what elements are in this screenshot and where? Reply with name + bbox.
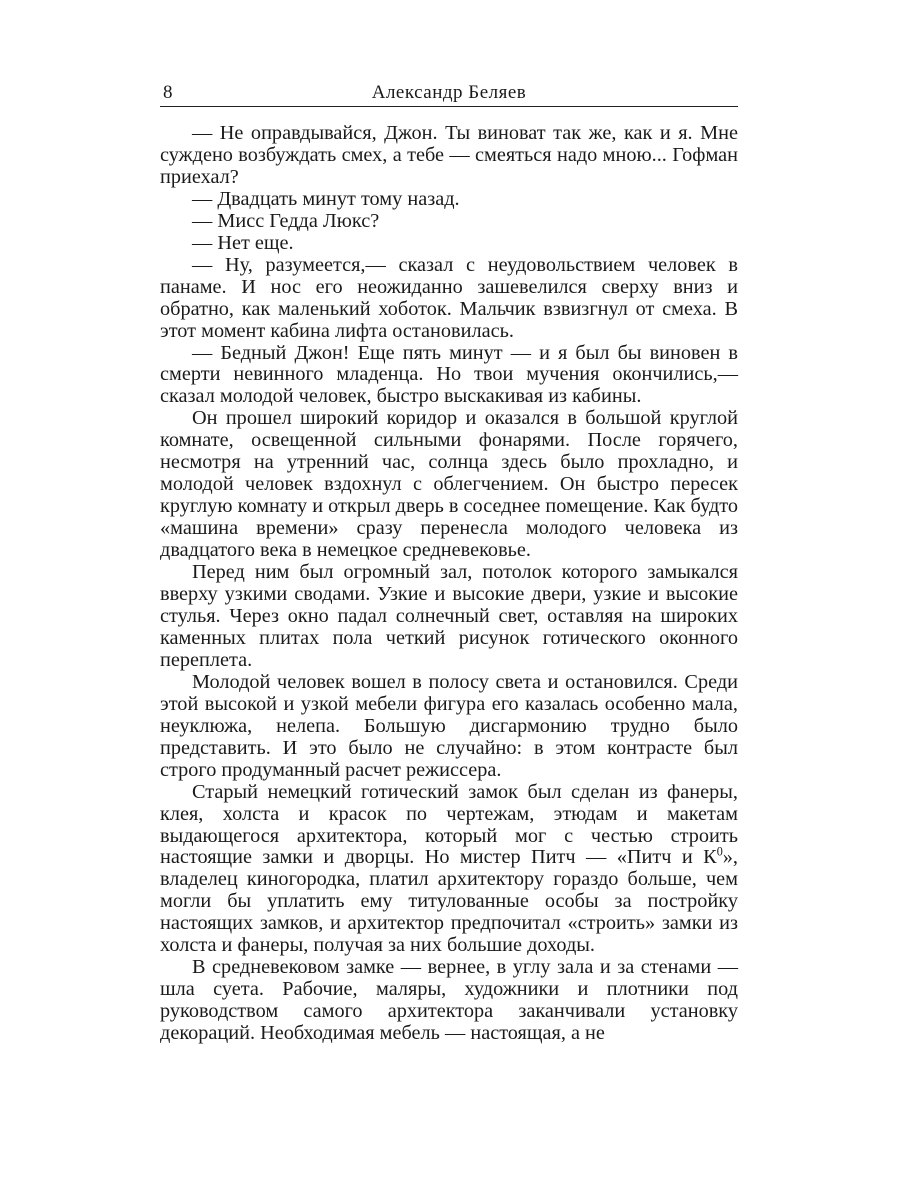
paragraph: Перед ним был огромный зал, потолок которого замыкался вверху узкими сводами. Узкие и высокие двери, узкие и высокие стулья. Через окно падал солнечный свет, оставляя на широких каменных плитах пола четкий рисунок готического оконного переплета. bbox=[160, 561, 738, 671]
running-head-author: Александр Беляев bbox=[371, 82, 527, 103]
paragraph-text: Старый немецкий готический замок был сделан из фанеры, клея, холста и красок по чертежам, этюдам и макетам выдающегося архитектора, который мог с честью строить настоящие замки и дворцы. Но мистер Питч — «Питч и К bbox=[160, 780, 738, 869]
paragraph: Молодой человек вошел в полосу света и остановился. Среди этой высокой и узкой мебели фигура его казалась особенно мала, неуклюжа, нелепа. Большую дисгармонию трудно было представить. И это было не случайно: в этом контрасте был строго продуманный расчет режиссера. bbox=[160, 670, 738, 781]
paragraph: В средневековом замке — вернее, в углу зала и за стенами — шла суета. Рабочие, маляры, художники и плотники под руководством самого архитектора заканчивали установку декораций. Необходимая мебель — настоящая, а не bbox=[160, 956, 738, 1045]
body-text bbox=[160, 123, 738, 1045]
page-number: 8 bbox=[163, 82, 173, 103]
paragraph-text: », владелец киногородка, платил архитектору гораздо больше, чем могли бы уплатить ему титулованные особы за постройку настоящих замков, и архитектор предпочитал «строить» замки из холста и фанеры, получая за них большие доходы. bbox=[160, 846, 738, 957]
paragraph: — Не оправдывайся, Джон. Ты виноват так же, как и я. Мне суждено возбуждать смех, а тебе — смеяться надо мною... Гофман приехал? bbox=[160, 122, 738, 188]
paragraph: — Нет еще. bbox=[192, 231, 294, 254]
book-page bbox=[160, 80, 738, 1045]
running-head bbox=[160, 80, 738, 107]
paragraph: Он прошел широкий коридор и оказался в большой круглой комнате, освещенной сильными фонарями. После горячего, несмотря на утренний час, солнца здесь было прохладно, и молодой человек вздохнул с облегчением. Он быстро пересек круглую комнату и открыл дверь в соседнее помещение. Как будто «машина времени» сразу перенесла молодого человека из двадцатого века в немецкое средневековье. bbox=[160, 407, 738, 562]
paragraph: — Двадцать минут тому назад. bbox=[192, 187, 460, 210]
superscript-zero: 0 bbox=[716, 845, 723, 860]
paragraph bbox=[160, 782, 738, 958]
paragraph: — Ну, разумеется,— сказал с неудовольствием человек в панаме. И нос его неожиданно зашевелился сверху вниз и обратно, как маленький хоботок. Мальчик взвизгнул от смеха. В этот момент кабина лифта остановилась. bbox=[160, 253, 738, 342]
paragraph: — Бедный Джон! Еще пять минут — и я был бы виновен в смерти невинного младенца. Но твои мучения окончились,— сказал молодой человек, быстро выскакивая из кабины. bbox=[160, 341, 738, 408]
paragraph: — Мисс Гедда Люкс? bbox=[192, 209, 380, 232]
